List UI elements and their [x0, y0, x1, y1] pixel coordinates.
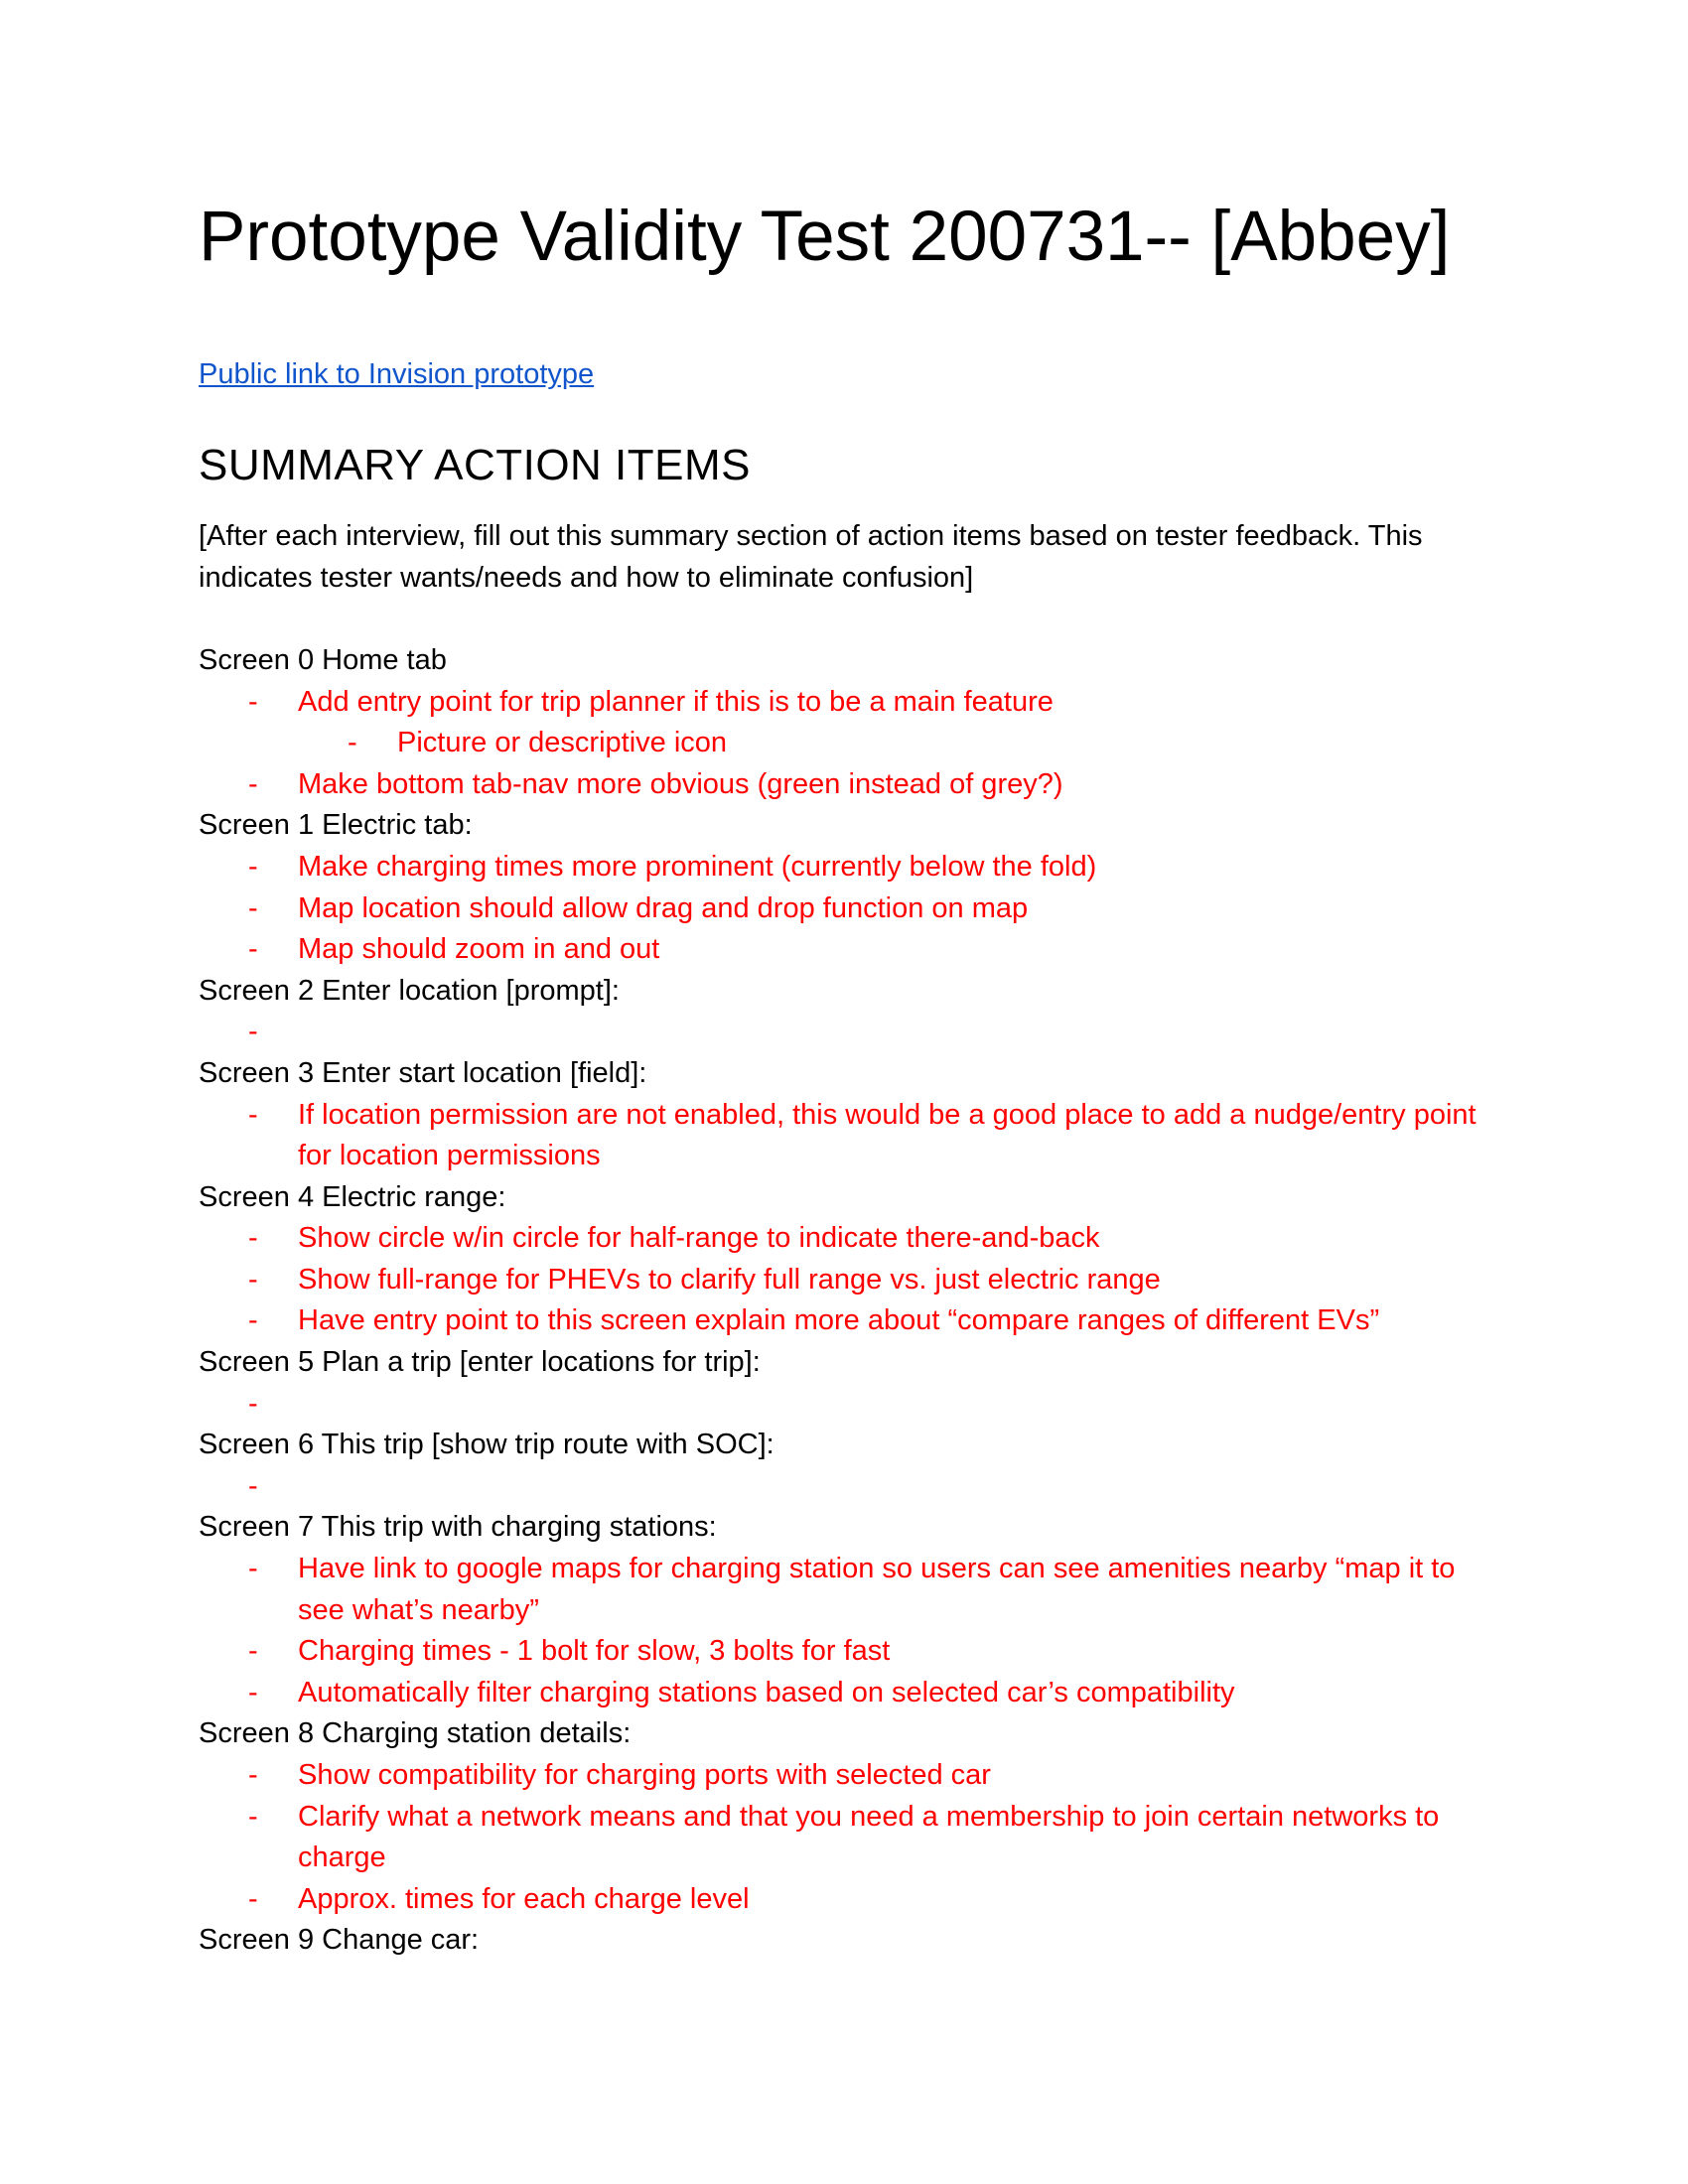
action-item [199, 1466, 1509, 1508]
action-item-text: Automatically filter charging stations based on selected car’s compatibility [298, 1676, 1235, 1708]
screen-section [199, 1177, 1509, 1342]
invision-prototype-link[interactable]: Public link to Invision prototype [199, 358, 595, 391]
screen-label: Screen 7 This trip with charging stations: [199, 1511, 717, 1544]
action-item-text: Show circle w/in circle for half-range to indicate there-and-back [298, 1222, 1100, 1255]
action-item [199, 682, 1509, 724]
screen-section [199, 1053, 1509, 1177]
action-items-list [199, 1384, 1509, 1426]
action-item-text: Picture or descriptive icon [397, 727, 728, 759]
action-item [199, 1260, 1509, 1301]
bullet-dash: - [248, 1016, 258, 1048]
summary-intro: [After each interview, fill out this summary section of action items based on tester feedback. This indicates tester wants/needs and how to eliminate confusion] [199, 519, 1423, 594]
bullet-dash: - [248, 1635, 258, 1668]
action-item-text: Map location should allow drag and drop function on map [298, 891, 1029, 924]
action-item-text: Show compatibility for charging ports with selected car [298, 1759, 991, 1791]
action-item-text: Have entry point to this screen explain more about “compare ranges of different EVs” [298, 1304, 1380, 1337]
screen-label: Screen 5 Plan a trip [enter locations for trip]: [199, 1346, 761, 1379]
screen-section [199, 1713, 1509, 1920]
screen-sections [199, 640, 1509, 1962]
bullet-dash: - [248, 685, 258, 718]
action-item-text: If location permission are not enabled, this would be a good place to add a nudge/entry point for location permissions [298, 1098, 1477, 1172]
action-items-list [199, 1755, 1509, 1920]
action-item-text: Approx. times for each charge level [298, 1882, 750, 1915]
screen-section [199, 971, 1509, 1053]
document-page [199, 195, 1509, 1962]
action-item-text: Add entry point for trip planner if this is to be a main feature [298, 685, 1054, 718]
bullet-dash: - [248, 933, 258, 966]
action-item [199, 847, 1509, 888]
bullet-dash: - [248, 767, 258, 800]
action-item-text: Show full-range for PHEVs to clarify full range vs. just electric range [298, 1263, 1161, 1296]
action-item [199, 1012, 1509, 1053]
action-item [199, 1384, 1509, 1426]
screen-label: Screen 6 This trip [show trip route with SOC]: [199, 1429, 774, 1461]
action-item [199, 723, 1509, 764]
bullet-dash: - [248, 1469, 258, 1502]
action-item-text: Clarify what a network means and that you need a membership to join certain networks to charge [298, 1800, 1440, 1874]
bullet-dash: - [248, 1553, 258, 1585]
screen-label: Screen 9 Change car: [199, 1924, 480, 1957]
action-item [199, 1755, 1509, 1797]
bullet-dash: - [248, 1304, 258, 1337]
screen-section [199, 1342, 1509, 1425]
action-item [199, 888, 1509, 930]
action-item-text: Charging times - 1 bolt for slow, 3 bolts for fast [298, 1635, 891, 1668]
bullet-dash: - [348, 727, 357, 759]
screen-section [199, 1425, 1509, 1507]
action-item [199, 1879, 1509, 1921]
action-item [199, 1549, 1509, 1631]
screen-label: Screen 4 Electric range: [199, 1180, 506, 1213]
summary-heading: SUMMARY ACTION ITEMS [199, 440, 752, 489]
action-item [199, 1797, 1509, 1879]
bullet-dash: - [248, 1800, 258, 1833]
action-item [199, 1095, 1509, 1177]
screen-label: Screen 0 Home tab [199, 643, 447, 676]
action-item [199, 764, 1509, 806]
screen-section [199, 640, 1509, 805]
bullet-dash: - [248, 1222, 258, 1255]
screen-section [199, 1507, 1509, 1713]
bullet-dash: - [248, 1676, 258, 1708]
screen-label: Screen 3 Enter start location [field]: [199, 1056, 647, 1089]
action-item [199, 1300, 1509, 1342]
screen-section [199, 805, 1509, 970]
bullet-dash: - [248, 1263, 258, 1296]
action-items-list [199, 1466, 1509, 1508]
action-item-text: Make bottom tab-nav more obvious (green instead of grey?) [298, 767, 1063, 800]
action-item-text: Map should zoom in and out [298, 933, 660, 966]
action-items-list [199, 847, 1509, 971]
action-items-list [199, 682, 1509, 806]
action-item-text: Make charging times more prominent (currently below the fold) [298, 850, 1097, 883]
action-items-list [199, 1095, 1509, 1177]
action-items-list [199, 1012, 1509, 1053]
bullet-dash: - [248, 1882, 258, 1915]
action-items-list [199, 1549, 1509, 1713]
screen-label: Screen 1 Electric tab: [199, 809, 473, 842]
action-item [199, 1673, 1509, 1714]
bullet-dash: - [248, 1387, 258, 1420]
action-items-list [199, 1218, 1509, 1342]
action-item-text: Have link to google maps for charging station so users can see amenities nearby “map it to see what’s nearby” [298, 1553, 1456, 1626]
screen-section [199, 1920, 1509, 1962]
document-title: Prototype Validity Test 200731-- [Abbey] [199, 198, 1451, 276]
screen-label: Screen 2 Enter location [prompt]: [199, 974, 620, 1007]
bullet-dash: - [248, 850, 258, 883]
bullet-dash: - [248, 1098, 258, 1131]
bullet-dash: - [248, 1759, 258, 1791]
bullet-dash: - [248, 891, 258, 924]
action-item [199, 1631, 1509, 1673]
screen-label: Screen 8 Charging station details: [199, 1717, 632, 1750]
action-item [199, 929, 1509, 971]
action-item [199, 1218, 1509, 1260]
